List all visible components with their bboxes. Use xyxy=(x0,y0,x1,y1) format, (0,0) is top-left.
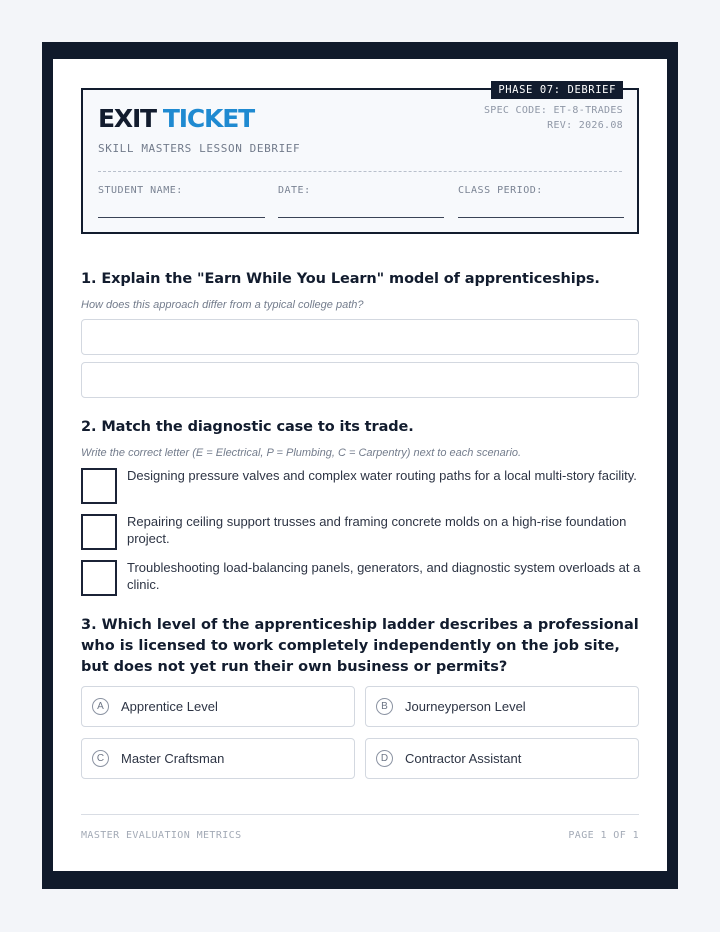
match-answer-box-1[interactable] xyxy=(81,468,117,504)
match-scenario-2: Repairing ceiling support trusses and framing concrete molds on a high-rise foundation project. xyxy=(127,514,627,546)
phase-badge: PHASE 07: DEBRIEF xyxy=(491,81,623,99)
title-exit: EXIT xyxy=(98,104,156,133)
match-item xyxy=(81,560,641,598)
option-d-label: Contractor Assistant xyxy=(405,751,522,766)
date-field[interactable] xyxy=(278,217,444,218)
match-answer-box-3[interactable] xyxy=(81,560,117,596)
match-answer-box-2[interactable] xyxy=(81,514,117,550)
footer-divider xyxy=(81,814,639,815)
q2-hint: Write the correct letter (E = Electrical, P = Plumbing, C = Carpentry) next to each scenario. xyxy=(81,447,522,459)
worksheet xyxy=(53,59,667,871)
class-period-field[interactable] xyxy=(458,217,624,218)
footer-left: MASTER EVALUATION METRICS xyxy=(81,830,242,841)
subtitle: SKILL MASTERS LESSON DEBRIEF xyxy=(98,142,301,155)
option-d-letter: D xyxy=(376,750,393,767)
divider xyxy=(98,171,622,172)
class-period-label: CLASS PERIOD: xyxy=(458,185,543,196)
option-b-label: Journeyperson Level xyxy=(405,699,526,714)
option-d[interactable] xyxy=(365,738,639,779)
q1-answer-line-1[interactable] xyxy=(81,319,639,355)
q1-answer-line-2[interactable] xyxy=(81,362,639,398)
option-a-letter: A xyxy=(92,698,109,715)
match-scenario-3: Troubleshooting load-balancing panels, generators, and diagnostic system overloads at a clinic. xyxy=(127,560,641,592)
option-b-letter: B xyxy=(376,698,393,715)
date-label: DATE: xyxy=(278,185,311,196)
q2-title: 2. Match the diagnostic case to its trade. xyxy=(81,419,414,435)
q1-hint: How does this approach differ from a typical college path? xyxy=(81,299,364,311)
student-name-label: STUDENT NAME: xyxy=(98,185,183,196)
spec-block xyxy=(484,104,623,133)
option-a-label: Apprentice Level xyxy=(121,699,218,714)
title-ticket: TICKET xyxy=(162,104,254,133)
revision: REV: 2026.08 xyxy=(547,119,623,131)
option-c-letter: C xyxy=(92,750,109,767)
page-title xyxy=(98,104,254,133)
spec-code: SPEC CODE: ET-8-TRADES xyxy=(483,105,623,116)
student-name-field[interactable] xyxy=(98,217,265,218)
match-scenario-1: Designing pressure valves and complex water routing paths for a local multi-story facility. xyxy=(127,468,637,483)
match-item xyxy=(81,514,641,552)
header-card xyxy=(81,84,639,234)
q3-title: 3. Which level of the apprenticeship ladder describes a professional who is licensed to work completely independently on the job site, but does not yet run their own business or permits? xyxy=(81,617,639,675)
q1-title: 1. Explain the "Earn While You Learn" model of apprenticeships. xyxy=(81,271,600,287)
match-item xyxy=(81,468,641,506)
page-frame xyxy=(42,42,678,889)
option-c-label: Master Craftsman xyxy=(121,751,225,766)
option-b[interactable] xyxy=(365,686,639,727)
option-c[interactable] xyxy=(81,738,355,779)
option-a[interactable] xyxy=(81,686,355,727)
page-number: PAGE 1 OF 1 xyxy=(568,830,639,841)
